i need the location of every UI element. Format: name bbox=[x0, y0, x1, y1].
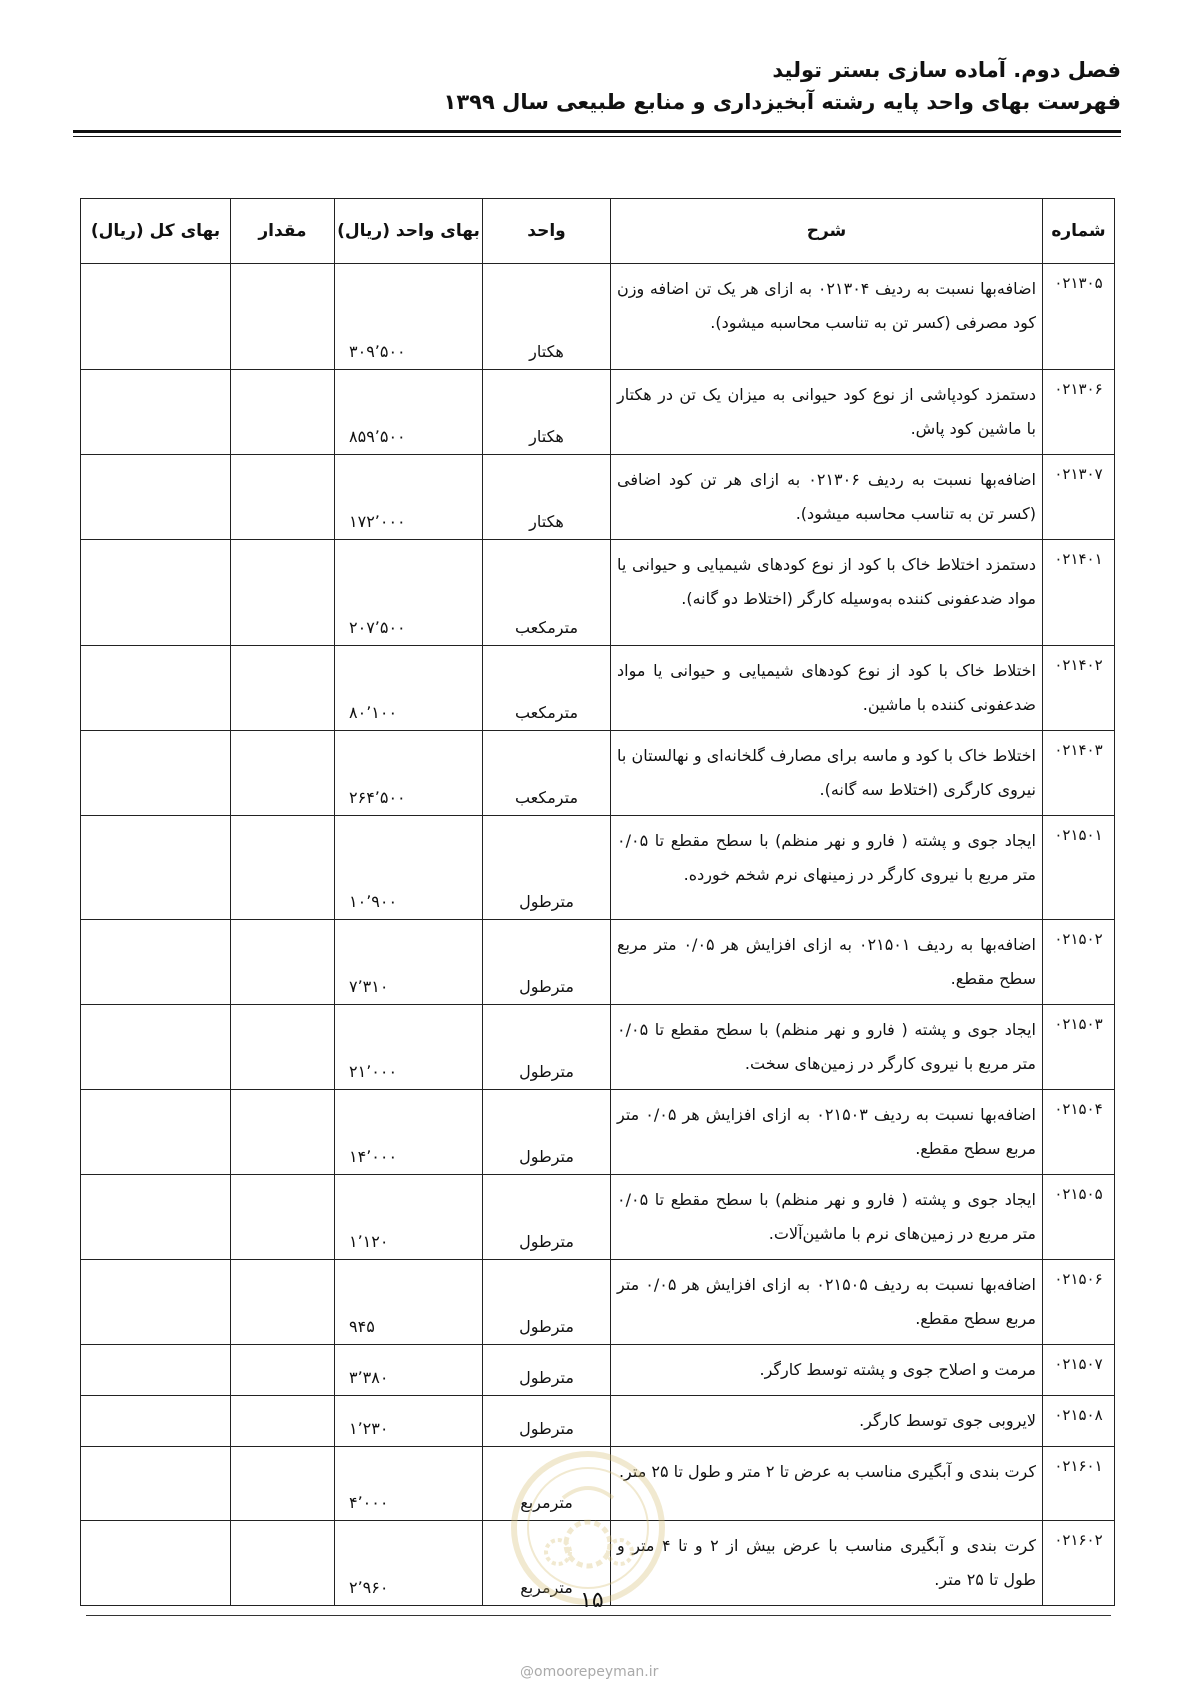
table-row bbox=[81, 540, 1115, 646]
row-total-price bbox=[81, 1345, 231, 1396]
row-unit-price: ۲۰۷٬۵۰۰ bbox=[335, 540, 483, 646]
table-row bbox=[81, 1090, 1115, 1175]
row-total-price bbox=[81, 1396, 231, 1447]
row-quantity bbox=[231, 646, 335, 731]
row-unit-price: ۸۰٬۱۰۰ bbox=[335, 646, 483, 731]
header-unit: واحد bbox=[483, 199, 611, 264]
row-total-price bbox=[81, 1447, 231, 1521]
table-row bbox=[81, 455, 1115, 540]
row-unit: مترطول bbox=[483, 1345, 611, 1396]
row-total-price bbox=[81, 731, 231, 816]
table-row bbox=[81, 731, 1115, 816]
row-code: ۰۲۱۴۰۱ bbox=[1043, 540, 1115, 646]
header-total-price: بهای کل (ریال) bbox=[81, 199, 231, 264]
row-unit: مترمربع bbox=[483, 1447, 611, 1521]
row-total-price bbox=[81, 370, 231, 455]
row-unit-price: ۴٬۰۰۰ bbox=[335, 1447, 483, 1521]
row-description: کرت بندی و آبگیری مناسب به عرض تا ۲ متر و طول تا ۲۵ متر. bbox=[611, 1447, 1043, 1521]
row-quantity bbox=[231, 1090, 335, 1175]
row-description: ایجاد جوی و پشته ( فارو و نهر منظم) با سطح مقطع تا ۰/۰۵ متر مربع با نیروی کارگر در زمینهای نرم شخم خورده. bbox=[611, 816, 1043, 920]
row-unit-price: ۸۵۹٬۵۰۰ bbox=[335, 370, 483, 455]
row-unit: مترطول bbox=[483, 1260, 611, 1345]
table-header-row bbox=[81, 199, 1115, 264]
row-quantity bbox=[231, 731, 335, 816]
row-unit-price: ۹۴۵ bbox=[335, 1260, 483, 1345]
row-description: دستمزد کودپاشی از نوع کود حیوانی به میزان یک تن در هکتار با ماشین کود پاش. bbox=[611, 370, 1043, 455]
row-unit-price: ۱۰٬۹۰۰ bbox=[335, 816, 483, 920]
row-code: ۰۲۱۵۰۸ bbox=[1043, 1396, 1115, 1447]
row-unit-price: ۱۴٬۰۰۰ bbox=[335, 1090, 483, 1175]
row-description: اختلاط خاک با کود و ماسه برای مصارف گلخانه‌ای و نهالستان با نیروی کارگری (اختلاط سه گانه). bbox=[611, 731, 1043, 816]
row-unit: هکتار bbox=[483, 455, 611, 540]
page-number: ۱۵ bbox=[580, 1588, 604, 1613]
row-description: ایجاد جوی و پشته ( فارو و نهر منظم) با سطح مقطع تا ۰/۰۵ متر مربع در زمین‌های نرم با ماشین‌آلات. bbox=[611, 1175, 1043, 1260]
row-description: اضافه‌بها به ردیف ۰۲۱۵۰۱ به ازای افزایش هر ۰/۰۵ متر مربع سطح مقطع. bbox=[611, 920, 1043, 1005]
row-quantity bbox=[231, 455, 335, 540]
row-unit: مترمکعب bbox=[483, 646, 611, 731]
row-quantity bbox=[231, 370, 335, 455]
header-rule-thin bbox=[73, 136, 1121, 137]
header-quantity: مقدار bbox=[231, 199, 335, 264]
row-code: ۰۲۱۳۰۶ bbox=[1043, 370, 1115, 455]
row-quantity bbox=[231, 540, 335, 646]
row-code: ۰۲۱۵۰۵ bbox=[1043, 1175, 1115, 1260]
row-unit: مترطول bbox=[483, 1396, 611, 1447]
row-unit-price: ۱٬۱۲۰ bbox=[335, 1175, 483, 1260]
row-quantity bbox=[231, 1521, 335, 1606]
row-unit-price: ۳٬۳۸۰ bbox=[335, 1345, 483, 1396]
row-description: اضافه‌بها نسبت به ردیف ۰۲۱۵۰۵ به ازای افزایش هر ۰/۰۵ متر مربع سطح مقطع. bbox=[611, 1260, 1043, 1345]
table-row bbox=[81, 370, 1115, 455]
row-description: لایروبی جوی توسط کارگر. bbox=[611, 1396, 1043, 1447]
table-row bbox=[81, 1396, 1115, 1447]
row-total-price bbox=[81, 1260, 231, 1345]
row-total-price bbox=[81, 920, 231, 1005]
row-unit-price: ۲٬۹۶۰ bbox=[335, 1521, 483, 1606]
row-quantity bbox=[231, 1345, 335, 1396]
table-row bbox=[81, 1260, 1115, 1345]
row-unit-price: ۳۰۹٬۵۰۰ bbox=[335, 264, 483, 370]
row-unit: هکتار bbox=[483, 264, 611, 370]
row-unit: هکتار bbox=[483, 370, 611, 455]
row-total-price bbox=[81, 1521, 231, 1606]
row-unit: مترطول bbox=[483, 920, 611, 1005]
row-unit: مترطول bbox=[483, 1090, 611, 1175]
price-table bbox=[80, 198, 1115, 1606]
document-title: فهرست بهای واحد پایه رشته آبخیزداری و منابع طبیعی سال ۱۳۹۹ bbox=[443, 90, 1121, 114]
row-total-price bbox=[81, 1175, 231, 1260]
row-description: دستمزد اختلاط خاک با کود از نوع کودهای شیمیایی و حیوانی یا مواد ضدعفونی کننده به‌وسیله کارگر (اختلاط دو گانه). bbox=[611, 540, 1043, 646]
row-quantity bbox=[231, 264, 335, 370]
row-description: اختلاط خاک با کود از نوع کودهای شیمیایی و حیوانی یا مواد ضدعفونی کننده با ماشین. bbox=[611, 646, 1043, 731]
row-quantity bbox=[231, 1447, 335, 1521]
table-row bbox=[81, 264, 1115, 370]
table-row bbox=[81, 920, 1115, 1005]
row-total-price bbox=[81, 1005, 231, 1090]
footer-rule bbox=[86, 1615, 1111, 1616]
row-code: ۰۲۱۵۰۷ bbox=[1043, 1345, 1115, 1396]
row-unit: مترطول bbox=[483, 816, 611, 920]
row-unit-price: ۱٬۲۳۰ bbox=[335, 1396, 483, 1447]
row-quantity bbox=[231, 920, 335, 1005]
row-description: ایجاد جوی و پشته ( فارو و نهر منظم) با سطح مقطع تا ۰/۰۵ متر مربع با نیروی کارگر در زمین‌های سخت. bbox=[611, 1005, 1043, 1090]
row-total-price bbox=[81, 455, 231, 540]
table-row bbox=[81, 1345, 1115, 1396]
row-unit: مترطول bbox=[483, 1005, 611, 1090]
row-total-price bbox=[81, 816, 231, 920]
row-code: ۰۲۱۵۰۲ bbox=[1043, 920, 1115, 1005]
table-row bbox=[81, 816, 1115, 920]
page-header bbox=[444, 58, 1121, 114]
row-code: ۰۲۱۴۰۳ bbox=[1043, 731, 1115, 816]
row-code: ۰۲۱۵۰۴ bbox=[1043, 1090, 1115, 1175]
row-unit: مترطول bbox=[483, 1175, 611, 1260]
row-code: ۰۲۱۵۰۱ bbox=[1043, 816, 1115, 920]
footer-website: @omoorepeyman.ir bbox=[520, 1664, 659, 1680]
row-quantity bbox=[231, 1005, 335, 1090]
row-code: ۰۲۱۵۰۶ bbox=[1043, 1260, 1115, 1345]
row-unit: مترمکعب bbox=[483, 731, 611, 816]
row-unit-price: ۱۷۲٬۰۰۰ bbox=[335, 455, 483, 540]
table-row bbox=[81, 1005, 1115, 1090]
row-description: مرمت و اصلاح جوی و پشته توسط کارگر. bbox=[611, 1345, 1043, 1396]
chapter-title: فصل دوم. آماده سازی بستر تولید bbox=[772, 58, 1121, 82]
row-code: ۰۲۱۶۰۱ bbox=[1043, 1447, 1115, 1521]
table-row bbox=[81, 646, 1115, 731]
row-description: اضافه‌بها نسبت به ردیف ۰۲۱۳۰۴ به ازای هر یک تن اضافه وزن کود مصرفی (کسر تن به تناسب محاسبه میشود). bbox=[611, 264, 1043, 370]
row-unit-price: ۲۶۴٬۵۰۰ bbox=[335, 731, 483, 816]
header-description: شرح bbox=[611, 199, 1043, 264]
watermark-seal-icon bbox=[508, 1448, 668, 1608]
header-rule-thick bbox=[73, 130, 1121, 133]
row-code: ۰۲۱۵۰۳ bbox=[1043, 1005, 1115, 1090]
row-code: ۰۲۱۴۰۲ bbox=[1043, 646, 1115, 731]
row-code: ۰۲۱۳۰۵ bbox=[1043, 264, 1115, 370]
row-total-price bbox=[81, 540, 231, 646]
header-unit-price: بهای واحد (ریال) bbox=[335, 199, 483, 264]
row-unit-price: ۷٬۳۱۰ bbox=[335, 920, 483, 1005]
row-code: ۰۲۱۶۰۲ bbox=[1043, 1521, 1115, 1606]
row-unit: مترمکعب bbox=[483, 540, 611, 646]
row-quantity bbox=[231, 1175, 335, 1260]
row-quantity bbox=[231, 1396, 335, 1447]
header-code: شماره bbox=[1043, 199, 1115, 264]
row-unit-price: ۲۱٬۰۰۰ bbox=[335, 1005, 483, 1090]
row-code: ۰۲۱۳۰۷ bbox=[1043, 455, 1115, 540]
row-quantity bbox=[231, 816, 335, 920]
row-unit: مترمربع bbox=[483, 1521, 611, 1606]
row-total-price bbox=[81, 264, 231, 370]
row-description: کرت بندی و آبگیری مناسب با عرض بیش از ۲ و تا ۴ متر و طول تا ۲۵ متر. bbox=[611, 1521, 1043, 1606]
row-total-price bbox=[81, 1090, 231, 1175]
row-description: اضافه‌بها نسبت به ردیف ۰۲۱۳۰۶ به ازای هر تن کود اضافی (کسر تن به تناسب محاسبه میشود). bbox=[611, 455, 1043, 540]
row-total-price bbox=[81, 646, 231, 731]
row-quantity bbox=[231, 1260, 335, 1345]
table-row bbox=[81, 1175, 1115, 1260]
row-description: اضافه‌بها نسبت به ردیف ۰۲۱۵۰۳ به ازای افزایش هر ۰/۰۵ متر مربع سطح مقطع. bbox=[611, 1090, 1043, 1175]
